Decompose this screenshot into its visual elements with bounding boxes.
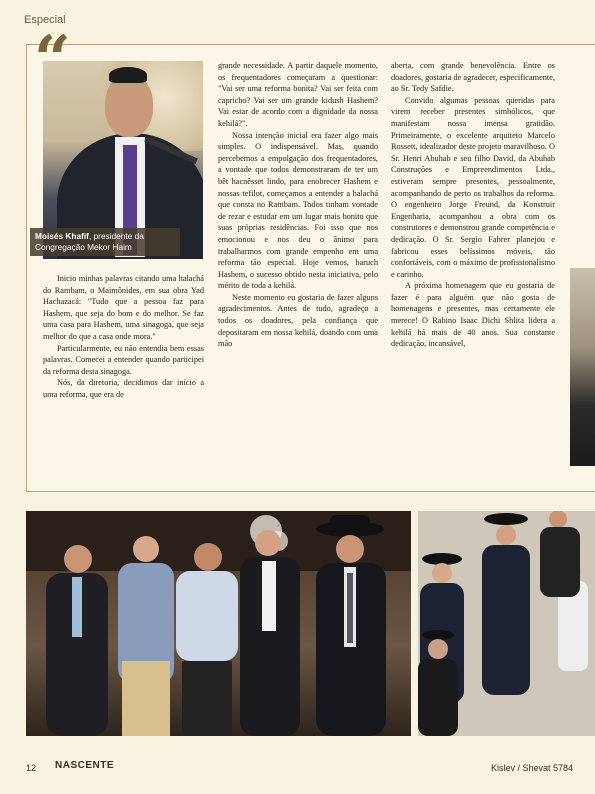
text-column-1 — [43, 273, 204, 401]
face — [105, 75, 153, 137]
paragraph: A próxima homenagem que eu gostaria de fazer é para alguém que não gosta de homenagens e presentes, mas certamente ele merece! O Rabino Isaac Dichi Shlita lidera a kehilá há mais de 40 anos. Sua constante dedicação, incansável, — [391, 281, 555, 349]
text-column-2 — [218, 60, 378, 350]
paragraph: aberta, com grande benevolência. Entre os doadores, gostaria de agradecer, especificamente, ao Sr. Tedy Safdie. — [391, 61, 555, 94]
section-label: Especial — [24, 14, 66, 26]
quote-mark-icon: “ — [34, 22, 71, 97]
group-photo-illustration — [26, 511, 411, 736]
kippah — [109, 67, 147, 83]
paragraph: Particularmente, eu não entendia bem essas palavras. Comecei a entender quando participei da reforma desta sinagoga. — [43, 343, 204, 376]
page-number: 12 — [26, 763, 37, 773]
ceremony-photo — [418, 511, 595, 736]
paragraph: Nós, da diretoria, decidimos dar início a uma reforma, que era de — [43, 378, 204, 399]
paragraph: Inicio minhas palavras citando uma halachá do Rambam, o Maimônides, em sua obra Yad Hachazacá: "Tudo que a pessoa faz para Hashem, que seja do bom e do melhor. Se faz uma casa para Hashem, uma sinagoga, que seja melhor do que a casa onde mora." — [43, 274, 204, 341]
paragraph: Neste momento eu gostaria de fazer alguns agradecimentos. Antes de tudo, agradeço a todos os doadores, pela confiança que depositaram em nossa kehilá, doando com uma mão — [218, 292, 378, 349]
photo-caption — [30, 228, 180, 256]
paragraph: Convido algumas pessoas queridas para virem receber presentes simbólicos, que manifestam nossa imensa gratidão. Primeiramente, o excelente arquiteto Marcelo Rossett, idealizador deste projeto maravilhoso. O Sr. Henri Abuhab e seu filho David, da Abuhab Construções e Empreendimentos Ltda., estiveram sempre presentes, pessoalmente, acompanhando de perto os trabalhos da reforma. O engenheiro Jorge Freund, da Konstruir Engenharia, acompanhou a obra com os construtores e demonstrou grande competência e dedicação. O Sr. Sergio Fahrer planejou e fabricou esses belíssimos móveis, tão confortáveis, com o máximo de profissionalismo e carinho. — [391, 95, 555, 279]
ceremony-photo-illustration — [418, 511, 595, 736]
group-photo — [26, 511, 411, 736]
issue-date: Kislev / Shevat 5784 — [490, 763, 573, 773]
text-column-3 — [391, 60, 555, 350]
side-photo — [570, 268, 595, 466]
magazine-logo: NASCENTE — [55, 760, 115, 771]
caption-role: , presidente da Congregação Mekor Haim — [35, 231, 144, 252]
paragraph: grande necessidade. A partir daquele momento, os frequentadores começaram a questionar: "Vai ser uma reforma bonita? Vai ser feita com capricho? Vai ser um grande kidush Hashem? Vai estar de acordo com a dignidade da nossa kehilá?". — [218, 61, 378, 128]
caption-name: Moisés Khafif — [35, 231, 89, 241]
paragraph: Nossa intenção inicial era fazer algo mais simples. O indispensável. Mas, quando percebemos a empolgação dos frequentadores, a vontade que todos demonstraram de ter um bêt hacnêsset lindo, para enobrecer Hashem e nossas tefilot, começamos a entender a halachá que consta no Rambam. Todos tinham vontade de rezar e estudar em um lugar mais bonito que suas próprias residências. Foi isso que nos emocionou e nos deu o ânimo para trabalharmos com grande empenho em uma reforma tão especial. Hoje vemos, baruch Hashem, o sucesso obtido nesta iniciativa, pelo mérito de toda a kehilá. — [218, 130, 378, 291]
